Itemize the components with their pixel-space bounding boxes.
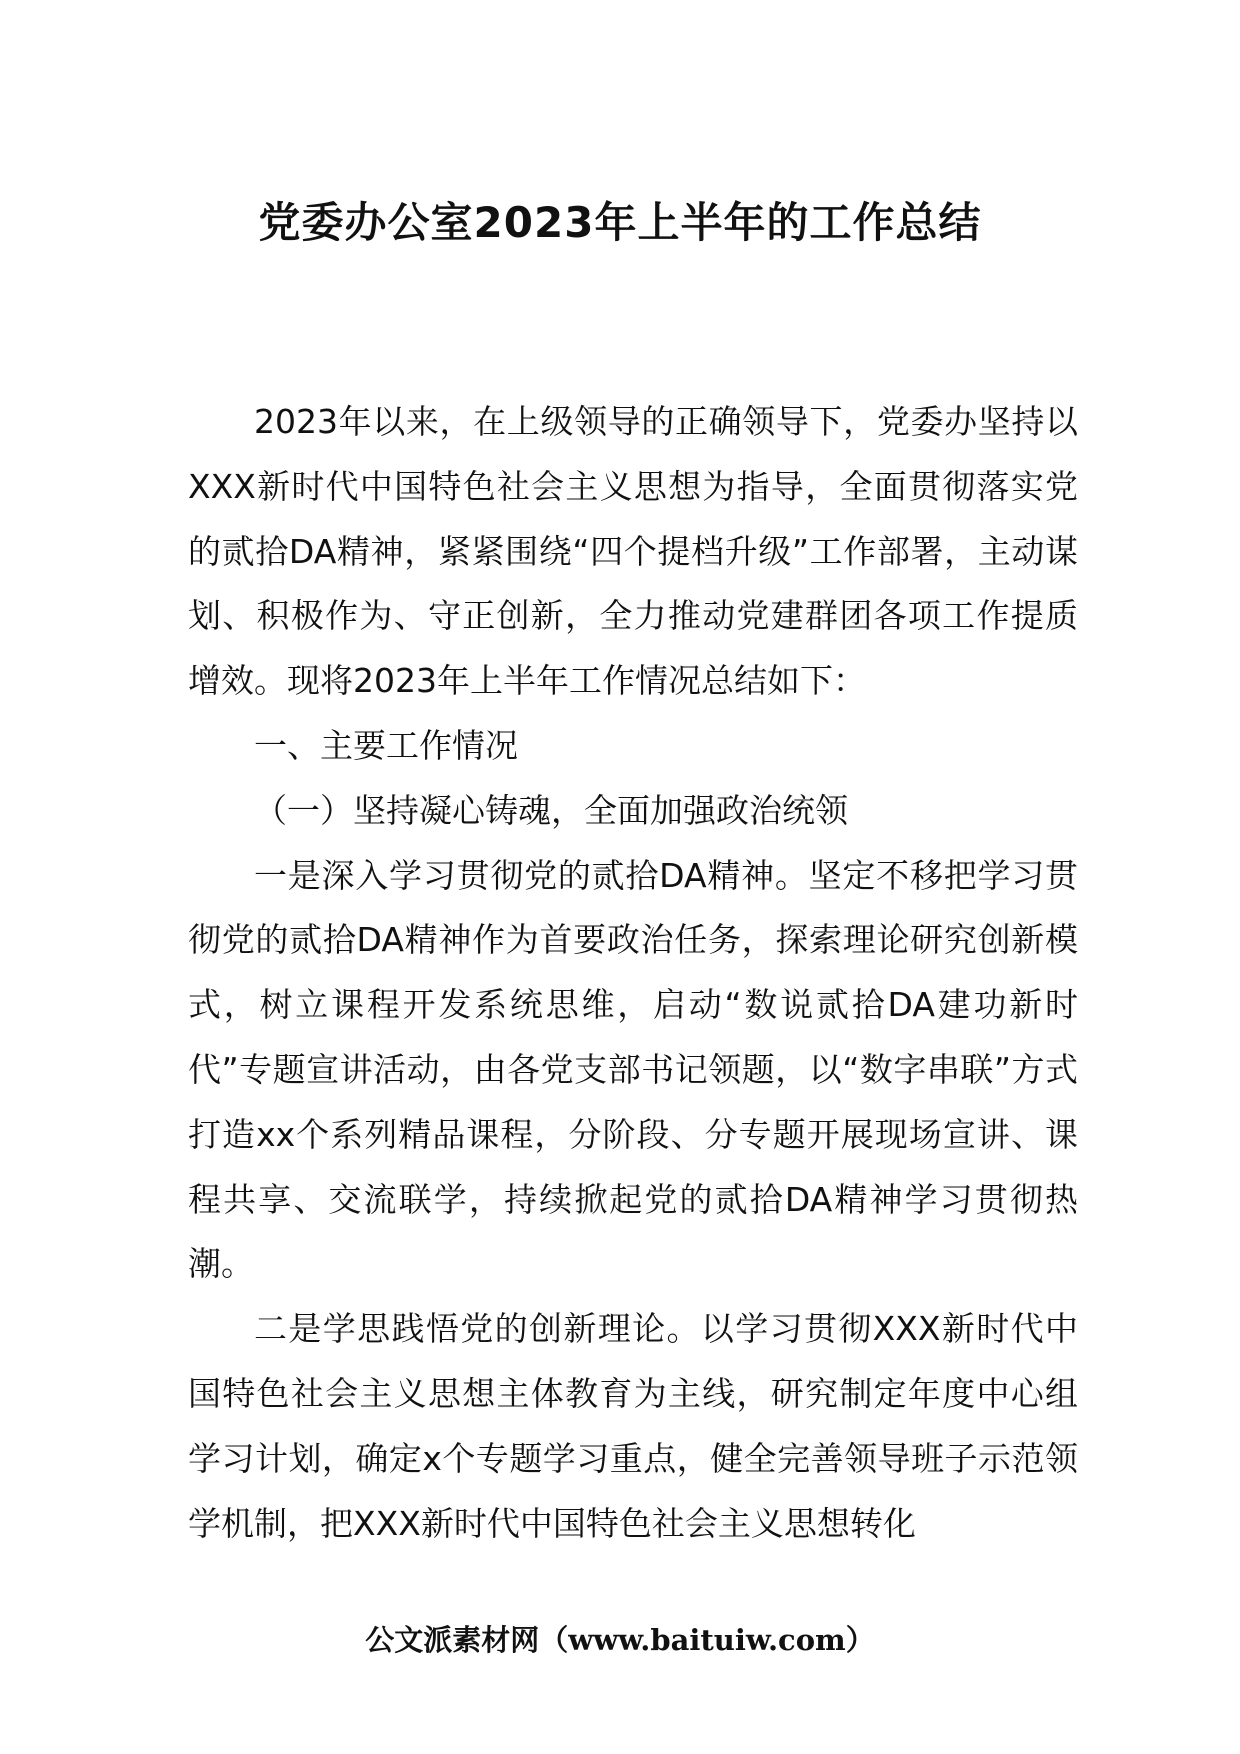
footer-source: 公文派素材网（www.baituiw.com）: [365, 1623, 875, 1657]
paragraph-item-one: 一是深入学习贯彻党的贰拾DA精神。坚定不移把学习贯彻党的贰拾DA精神作为首要政治任务，探索理论研究创新模式，树立课程开发系统思维，启动“数说贰拾DA建功新时代”专题宣讲活动，由各党支部书记领题，以“数字串联”方式打造xx个系列精品课程，分阶段、分专题开展现场宣讲、课程共享、交流联学，持续掀起党的贰拾DA精神学习贯彻热潮。: [188, 855, 1078, 1284]
paragraph-intro: 2023年以来，在上级领导的正确领导下，党委办坚持以XXX新时代中国特色社会主义思想为指导，全面贯彻落实党的贰拾DA精神，紧紧围绕“四个提档升级”工作部署，主动谋划、积极作为、守正创新，全力推动党建群团各项工作提质增效。现将2023年上半年工作情况总结如下：: [188, 402, 1078, 701]
section-heading: 一、主要工作情况: [254, 725, 518, 765]
subsection-heading: （一）坚持凝心铸魂，全面加强政治统领: [254, 790, 848, 830]
paragraph-item-two: 二是学思践悟党的创新理论。以学习贯彻XXX新时代中国特色社会主义思想主体教育为主线，研究制定年度中心组学习计划，确定x个专题学习重点，健全完善领导班子示范领学机制，把XXX新时代中国特色社会主义思想转化: [188, 1309, 1078, 1543]
document-title: 党委办公室2023年上半年的工作总结: [258, 198, 982, 247]
document-body: [188, 390, 1078, 1556]
